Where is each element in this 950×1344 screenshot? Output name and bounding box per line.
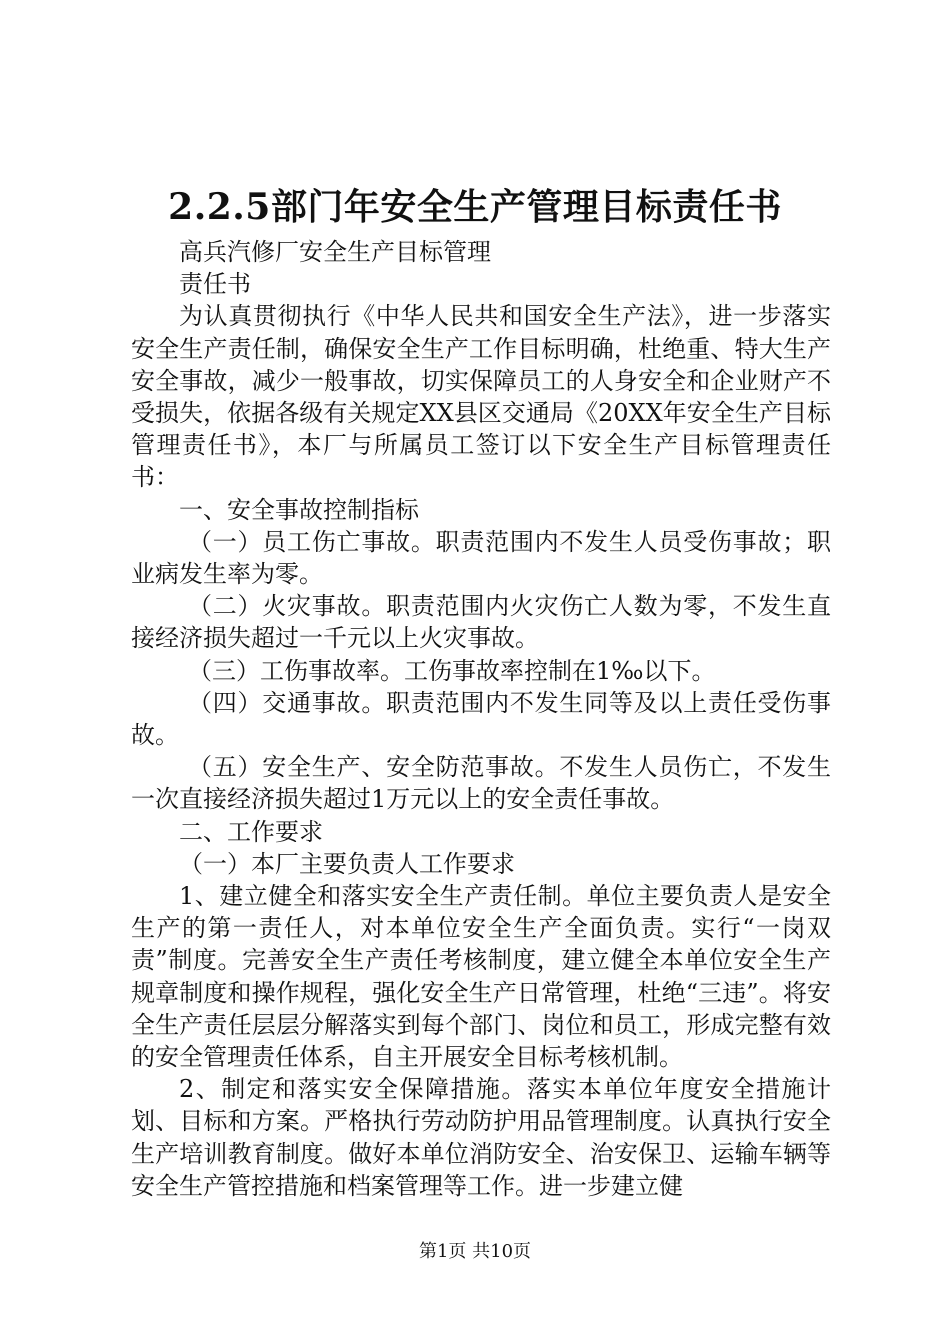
paragraph-subtitle: 责任书 [179, 270, 251, 299]
page-footer: 第1页 共10页 [418, 1241, 532, 1262]
document-body [131, 236, 831, 1202]
paragraph-intro: 为认真贯彻执行《中华人民共和国安全生产法》，进一步落实安全生产责任制，确保安全生产工作目标明确，杜绝重、特大生产安全事故，减少一般事故，切实保障员工的人身安全和企业财产不受损失，依据各级有关规定XX县区交通局《20XX年安全生产目标管理责任书》，本厂与所属员工签订以下安全生产目标管理责任书： [131, 302, 831, 492]
paragraph-requirement-1: 1、建立健全和落实安全生产责任制。单位主要负责人是安全生产的第一责任人，对本单位安全生产全面负责。实行“一岗双责”制度。完善安全生产责任考核制度，建立健全本单位安全生产规章制度和操作规程，强化安全生产日常管理，杜绝“三违”。将安全生产责任层层分解落实到每个部门、岗位和员工，形成完整有效的安全管理责任体系，自主开展安全目标考核机制。 [131, 882, 831, 1072]
section-heading-1: 一、安全事故控制指标 [179, 495, 419, 524]
paragraph-item-4: （四）交通事故。职责范围内不发生同等及以上责任受伤事故。 [131, 688, 831, 750]
paragraph-item-5: （五）安全生产、安全防范事故。不发生人员伤亡，不发生一次直接经济损失超过1万元以上的安全责任事故。 [131, 753, 831, 814]
document-title: 2.2.5部门年安全生产管理目标责任书 [168, 186, 782, 228]
paragraph-item-1: （一）员工伤亡事故。职责范围内不发生人员受伤事故；职业病发生率为零。 [131, 527, 831, 589]
paragraph-requirement-2: 2、制定和落实安全保障措施。落实本单位年度安全措施计划、目标和方案。严格执行劳动防护用品管理制度。认真执行安全生产培训教育制度。做好本单位消防安全、治安保卫、运输车辆等安全生产管控措施和档案管理等工作。进一步建立健 [131, 1075, 831, 1200]
subsection-heading: （一）本厂主要负责人工作要求 [179, 849, 515, 878]
paragraph-org-name: 高兵汽修厂安全生产目标管理 [179, 238, 491, 266]
paragraph-item-2: （二）火灾事故。职责范围内火灾伤亡人数为零，不发生直接经济损失超过一千元以上火灾事故。 [131, 592, 831, 653]
paragraph-item-3: （三）工伤事故率。工伤事故率控制在1‰以下。 [188, 656, 716, 685]
section-heading-2: 二、工作要求 [179, 817, 323, 846]
